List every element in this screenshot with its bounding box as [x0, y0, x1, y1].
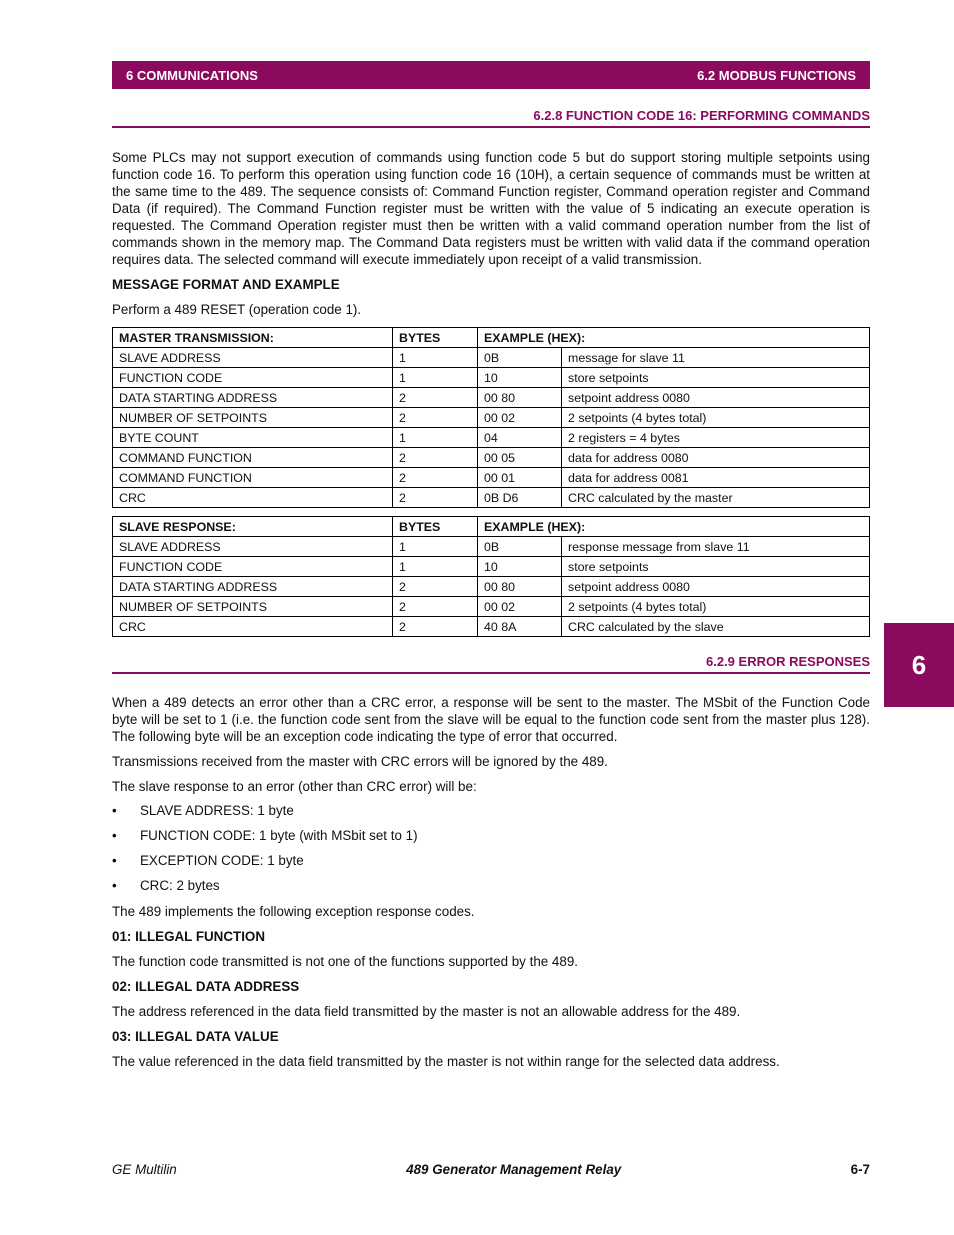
table-cell: FUNCTION CODE: [113, 557, 393, 577]
table-row: [113, 448, 870, 468]
table-cell: FUNCTION CODE: [113, 368, 393, 388]
table-cell: 0B D6: [478, 488, 562, 508]
slave-response-intro: The slave response to an error (other than CRC error) will be:: [112, 779, 477, 794]
table-cell: data for address 0080: [562, 448, 870, 468]
bullet-item: SLAVE ADDRESS: 1 byte: [140, 803, 294, 818]
header-chapter: 6 COMMUNICATIONS: [126, 67, 258, 83]
table-cell: 00 05: [478, 448, 562, 468]
table-cell: setpoint address 0080: [562, 388, 870, 408]
exception-code-text: The value referenced in the data field transmitted by the master is not within range for the selected data address.: [112, 1054, 780, 1069]
table-cell: 2: [393, 617, 478, 637]
table-header-cell: SLAVE RESPONSE:: [113, 517, 393, 537]
page-footer: [112, 1162, 870, 1177]
footer-page-number: 6-7: [850, 1162, 870, 1177]
table-cell: 2: [393, 577, 478, 597]
table-cell: CRC calculated by the master: [562, 488, 870, 508]
chapter-side-tab: 6: [884, 623, 954, 707]
bullet-marker: •: [112, 803, 117, 818]
table-cell: store setpoints: [562, 557, 870, 577]
table-cell: COMMAND FUNCTION: [113, 468, 393, 488]
table-cell: 1: [393, 368, 478, 388]
table-cell: 00 02: [478, 408, 562, 428]
table-cell: 00 80: [478, 577, 562, 597]
bullet-item: EXCEPTION CODE: 1 byte: [140, 853, 304, 868]
table-cell: 40 8A: [478, 617, 562, 637]
table-cell: 2 setpoints (4 bytes total): [562, 408, 870, 428]
table-row: [113, 408, 870, 428]
table-row: [113, 428, 870, 448]
table-cell: 0B: [478, 537, 562, 557]
table-header-row: [113, 517, 870, 537]
table-row: [113, 468, 870, 488]
table-cell: store setpoints: [562, 368, 870, 388]
table-cell: NUMBER OF SETPOINTS: [113, 408, 393, 428]
table-cell: 2: [393, 408, 478, 428]
table-cell: CRC calculated by the slave: [562, 617, 870, 637]
table-cell: BYTE COUNT: [113, 428, 393, 448]
table-cell: 10: [478, 368, 562, 388]
exception-code-text: The address referenced in the data field transmitted by the master is not an allowable address for the 489.: [112, 1004, 741, 1019]
table-row: [113, 537, 870, 557]
master-transmission-table: [112, 327, 870, 508]
exception-code-title: 02: ILLEGAL DATA ADDRESS: [112, 979, 300, 994]
table-cell: 2: [393, 448, 478, 468]
table-cell: DATA STARTING ADDRESS: [113, 577, 393, 597]
table-cell: 00 01: [478, 468, 562, 488]
page-header-bar: [112, 61, 870, 89]
table-header-cell: EXAMPLE (HEX):: [478, 517, 870, 537]
table-cell: 1: [393, 428, 478, 448]
table-cell: 2 setpoints (4 bytes total): [562, 597, 870, 617]
exception-code-text: The function code transmitted is not one of the functions supported by the 489.: [112, 954, 578, 969]
table-cell: 1: [393, 537, 478, 557]
bullet-item: CRC: 2 bytes: [140, 878, 220, 893]
exception-code-title: 01: ILLEGAL FUNCTION: [112, 929, 266, 944]
table-row: [113, 617, 870, 637]
table-cell: 04: [478, 428, 562, 448]
table-cell: 2: [393, 597, 478, 617]
bullet-marker: •: [112, 853, 117, 868]
table-row: [113, 388, 870, 408]
table-cell: CRC: [113, 488, 393, 508]
table-row: [113, 488, 870, 508]
bullet-marker: •: [112, 878, 117, 893]
table-cell: response message from slave 11: [562, 537, 870, 557]
intro-paragraph: Some PLCs may not support execution of commands using function code 5 but do support storing multiple setpoints using function code 16. To perform this operation using function code 16 (10H), a certain sequence of commands must be written at the same time to the 489. The sequence consists of: Command Function register, Command operation register and Command Data (if required). The Command Function register must be written with the value of 5 indicating an execute operation is requested. The Command Operation register must then be written with a valid command operation number from the list of commands shown in the memory map. The Command Data registers must be written with valid data if the command operation requires data. The selected command will execute immediately upon receipt of a valid transmission.: [112, 150, 870, 267]
exception-codes-intro: The 489 implements the following exception response codes.: [112, 904, 475, 919]
section-heading-6-2-8: 6.2.8 FUNCTION CODE 16: PERFORMING COMMANDS: [112, 108, 870, 128]
example-text: Perform a 489 RESET (operation code 1).: [112, 302, 362, 317]
table-cell: data for address 0081: [562, 468, 870, 488]
table-header-cell: EXAMPLE (HEX):: [478, 328, 870, 348]
table-cell: COMMAND FUNCTION: [113, 448, 393, 468]
bullet-item: FUNCTION CODE: 1 byte (with MSbit set to 1): [140, 828, 418, 843]
table-row: [113, 557, 870, 577]
footer-company: GE Multilin: [112, 1162, 177, 1177]
table-cell: 1: [393, 348, 478, 368]
table-cell: DATA STARTING ADDRESS: [113, 388, 393, 408]
table-cell: 10: [478, 557, 562, 577]
table-header-row: [113, 328, 870, 348]
table-cell: 2: [393, 488, 478, 508]
table-cell: SLAVE ADDRESS: [113, 537, 393, 557]
message-format-subheading: MESSAGE FORMAT AND EXAMPLE: [112, 277, 340, 292]
table-cell: setpoint address 0080: [562, 577, 870, 597]
table-cell: NUMBER OF SETPOINTS: [113, 597, 393, 617]
table-cell: 1: [393, 557, 478, 577]
table-cell: message for slave 11: [562, 348, 870, 368]
table-cell: 2: [393, 468, 478, 488]
table-cell: 00 02: [478, 597, 562, 617]
table-cell: 2: [393, 388, 478, 408]
table-cell: CRC: [113, 617, 393, 637]
table-cell: 00 80: [478, 388, 562, 408]
table-header-cell: BYTES: [393, 328, 478, 348]
table-cell: 0B: [478, 348, 562, 368]
footer-product-title: 489 Generator Management Relay: [406, 1162, 622, 1177]
table-cell: SLAVE ADDRESS: [113, 348, 393, 368]
bullet-marker: •: [112, 828, 117, 843]
table-cell: 2 registers = 4 bytes: [562, 428, 870, 448]
table-row: [113, 597, 870, 617]
exception-code-title: 03: ILLEGAL DATA VALUE: [112, 1029, 279, 1044]
table-row: [113, 368, 870, 388]
table-row: [113, 577, 870, 597]
section-heading-6-2-9: 6.2.9 ERROR RESPONSES: [112, 654, 870, 674]
error-intro-paragraph: When a 489 detects an error other than a CRC error, a response will be sent to the master. The MSbit of the Function Code byte will be set to 1 (i.e. the function code sent from the slave will be equal to the function code sent from the master plus 128). The following byte will be an exception code indicating the type of error that occurred.: [112, 695, 870, 744]
table-header-cell: BYTES: [393, 517, 478, 537]
table-header-cell: MASTER TRANSMISSION:: [113, 328, 393, 348]
crc-ignore-paragraph: Transmissions received from the master with CRC errors will be ignored by the 489.: [112, 754, 608, 769]
table-row: [113, 348, 870, 368]
header-section: 6.2 MODBUS FUNCTIONS: [697, 67, 856, 83]
slave-response-table: [112, 516, 870, 637]
